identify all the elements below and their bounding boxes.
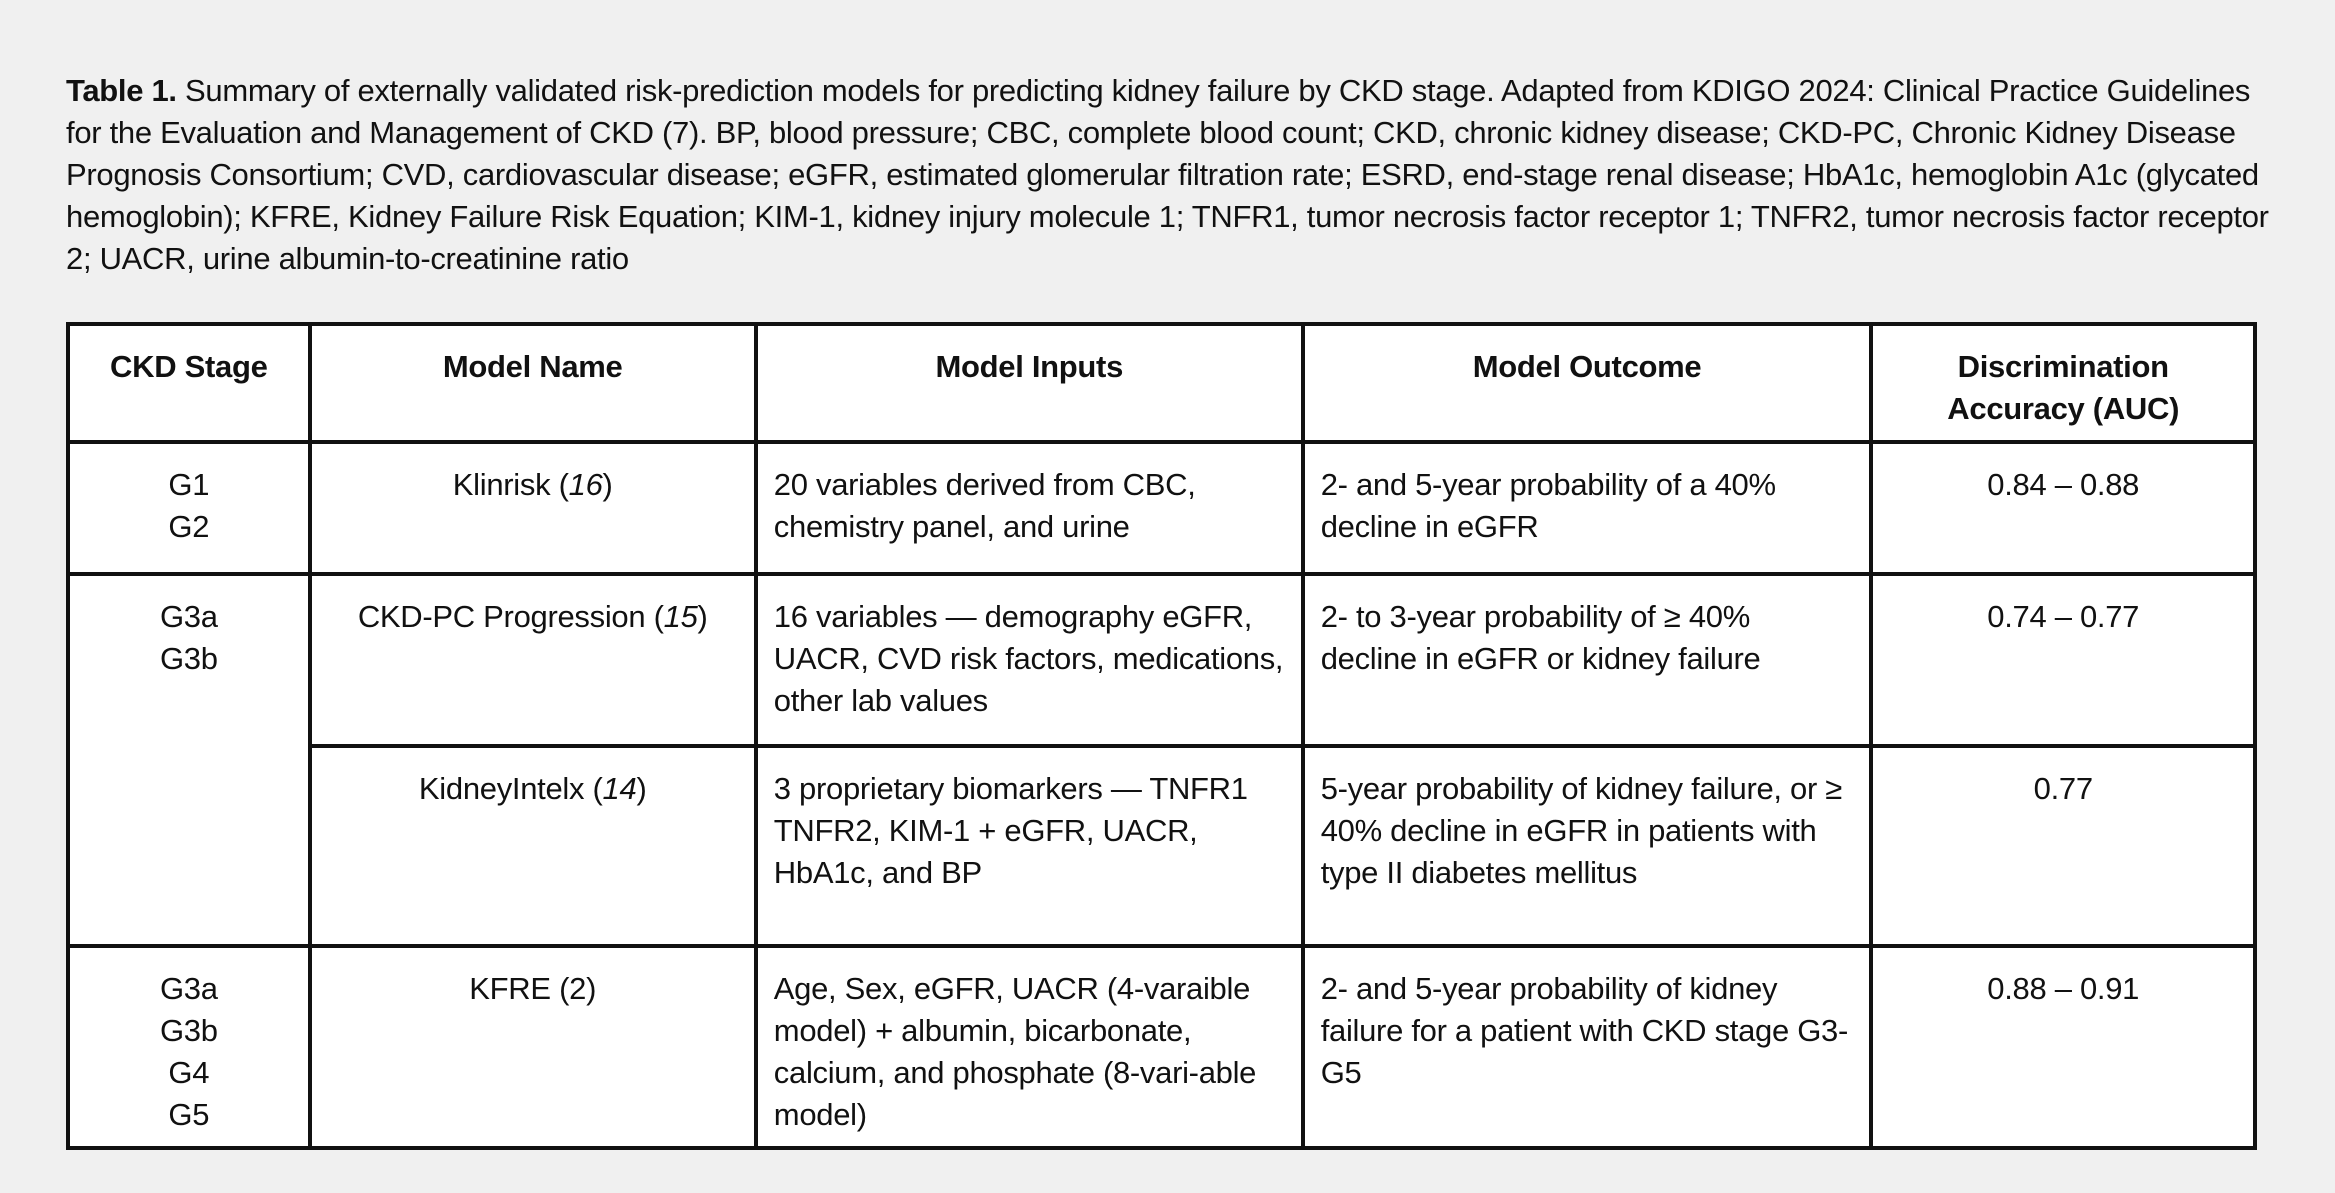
table-row — [68, 442, 2255, 574]
stage-value: G3b — [159, 1013, 218, 1048]
header-model-outcome: Model Outcome — [1303, 324, 1872, 442]
caption-label: Table 1. — [66, 73, 177, 108]
model-name: KFRE — [469, 971, 551, 1006]
table-header-row — [68, 324, 2255, 442]
auc-cell: 0.77 — [1871, 746, 2255, 946]
table-row — [68, 946, 2255, 1148]
stage-cell — [68, 574, 310, 946]
header-model-inputs: Model Inputs — [756, 324, 1303, 442]
auc-cell: 0.84 – 0.88 — [1871, 442, 2255, 574]
header-ckd-stage: CKD Stage — [68, 324, 310, 442]
table-caption — [66, 70, 2286, 280]
model-name-cell: Klinrisk (16) — [310, 442, 756, 574]
caption-text: Summary of externally validated risk-prediction models for predicting kidney failure by CKD stage. Adapted from KDIGO 2024: Clinical Practice Guidelines for the Evaluation and Management of CKD (7). BP, blood pressure; CBC, complete blood count; CKD, chronic kidney disease; CKD-PC, Chronic Kidney Disease Prognosis Consortium; CVD, cardiovascular disease; eGFR, estimated glomerular filtration rate; ESRD, end-stage renal disease; HbA1c, hemoglobin A1c (glycated hemoglobin); KFRE, Kidney Failure Risk Equation; KIM-1, kidney injury molecule 1; TNFR1, tumor necrosis factor receptor 1; TNFR2, tumor necrosis factor receptor 2; UACR, urine albumin-to-creatinine ratio — [66, 73, 2269, 276]
stage-value: G4 — [168, 1055, 210, 1090]
model-inputs-cell: Age, Sex, eGFR, UACR (4-varaible model) + albumin, bicarbonate, calcium, and phosphate (8-vari-able model) — [756, 946, 1303, 1148]
header-auc — [1871, 324, 2255, 442]
stage-cell — [68, 442, 310, 574]
auc-cell: 0.74 – 0.77 — [1871, 574, 2255, 746]
header-auc-line1: Discrimination — [1957, 349, 2169, 384]
table-row — [68, 574, 2255, 746]
stage-value: G1 — [168, 467, 210, 502]
model-outcome-cell: 2- and 5-year probability of a 40% decline in eGFR — [1303, 442, 1872, 574]
risk-models-table — [66, 322, 2257, 1150]
auc-cell: 0.88 – 0.91 — [1871, 946, 2255, 1148]
model-name-cell: CKD-PC Progression (15) — [310, 574, 756, 746]
model-name-cell: KFRE (2) — [310, 946, 756, 1148]
model-outcome-cell: 2- to 3-year probability of ≥ 40% decline in eGFR or kidney failure — [1303, 574, 1872, 746]
header-auc-line2: Accuracy (AUC) — [1947, 391, 2180, 426]
model-name: CKD-PC Progression — [357, 599, 646, 634]
stage-value: G5 — [168, 1097, 210, 1132]
stage-value: G3b — [159, 641, 218, 676]
model-reference: 2 — [569, 971, 587, 1006]
stage-cell — [68, 946, 310, 1148]
model-inputs-cell: 3 proprietary biomarkers — TNFR1 TNFR2, KIM-1 + eGFR, UACR, HbA1c, and BP — [756, 746, 1303, 946]
model-name: KidneyIntelx — [418, 771, 585, 806]
model-name: Klinrisk — [452, 467, 551, 502]
header-model-name: Model Name — [310, 324, 756, 442]
table-row — [68, 746, 2255, 946]
model-reference: 16 — [568, 467, 603, 502]
stage-value: G3a — [159, 971, 218, 1006]
stage-value: G2 — [168, 509, 210, 544]
model-name-cell: KidneyIntelx (14) — [310, 746, 756, 946]
model-outcome-cell: 5-year probability of kidney failure, or ≥ 40% decline in eGFR in patients with type II diabetes mellitus — [1303, 746, 1872, 946]
model-inputs-cell: 20 variables derived from CBC, chemistry panel, and urine — [756, 442, 1303, 574]
model-inputs-cell: 16 variables — demography eGFR, UACR, CVD risk factors, medications, other lab values — [756, 574, 1303, 746]
model-outcome-cell: 2- and 5-year probability of kidney failure for a patient with CKD stage G3-G5 — [1303, 946, 1872, 1148]
model-reference: 15 — [663, 599, 698, 634]
stage-value: G3a — [159, 599, 218, 634]
model-reference: 14 — [602, 771, 637, 806]
